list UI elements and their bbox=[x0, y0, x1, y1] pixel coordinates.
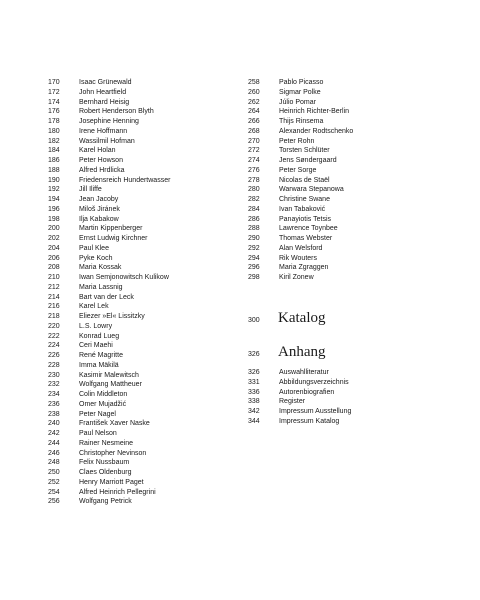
toc-entry-page: 342 bbox=[248, 408, 260, 415]
section-anhang-title: Anhang bbox=[278, 344, 326, 360]
toc-entry-name: Jill Iliffe bbox=[79, 186, 102, 194]
toc-entry-page: 190 bbox=[48, 176, 60, 184]
toc-entry-page: 176 bbox=[48, 108, 60, 116]
toc-entry-page: 214 bbox=[48, 293, 60, 301]
toc-entry bbox=[48, 302, 170, 312]
toc-entry-name: Autorenbiografien bbox=[279, 388, 335, 396]
toc-entry-page: 204 bbox=[48, 244, 60, 252]
toc-entry-page: 172 bbox=[48, 88, 60, 96]
section-anhang bbox=[248, 345, 326, 360]
toc-entry-page: 232 bbox=[48, 381, 60, 389]
toc-entry-name: Christine Swane bbox=[279, 196, 330, 203]
toc-entry bbox=[248, 417, 351, 427]
toc-entry bbox=[48, 234, 170, 244]
toc-entry bbox=[48, 361, 170, 371]
toc-entry bbox=[48, 419, 170, 429]
toc-entry bbox=[48, 244, 170, 254]
toc-entry-name: Thijs Rinsema bbox=[279, 118, 324, 125]
toc-entry bbox=[48, 205, 170, 215]
toc-entry bbox=[248, 215, 353, 225]
toc-entry-page: 170 bbox=[48, 79, 60, 86]
toc-entry-name: Alexander Rodtschenko bbox=[279, 127, 354, 135]
toc-entry-page: 252 bbox=[48, 478, 60, 486]
toc-entry bbox=[248, 244, 353, 254]
toc-entry-page: 218 bbox=[48, 313, 60, 320]
toc-entry-name: Ceri Maehi bbox=[79, 342, 113, 350]
toc-entry-page: 212 bbox=[48, 283, 60, 291]
toc-entry bbox=[48, 293, 170, 303]
toc-entry-name: Alan Welsford bbox=[279, 244, 323, 252]
toc-entry-page: 216 bbox=[48, 303, 60, 311]
toc-entry-page: 178 bbox=[48, 118, 60, 125]
toc-entry-name: Ivan Tabaković bbox=[279, 205, 326, 213]
toc-entry-page: 294 bbox=[248, 254, 260, 262]
toc-entry-page: 272 bbox=[248, 147, 260, 155]
toc-entry bbox=[248, 263, 353, 273]
toc-entry-page: 344 bbox=[248, 417, 260, 425]
toc-entry-page: 192 bbox=[48, 186, 60, 194]
toc-entry-name: Wolfgang Petrick bbox=[79, 498, 132, 506]
toc-entry bbox=[248, 273, 353, 283]
toc-entry-name: Bart van der Leck bbox=[79, 293, 134, 301]
section-anhang-page: 326 bbox=[248, 351, 260, 358]
toc-entry-page: 182 bbox=[48, 137, 60, 145]
toc-entry bbox=[48, 117, 170, 127]
toc-entry-page: 226 bbox=[48, 352, 60, 359]
toc-entry-page: 224 bbox=[48, 342, 60, 350]
toc-entry bbox=[248, 107, 353, 117]
toc-entry-page: 180 bbox=[48, 127, 60, 135]
toc-entry bbox=[48, 410, 170, 420]
toc-entry-page: 184 bbox=[48, 147, 60, 155]
toc-entry-page: 250 bbox=[48, 469, 60, 476]
toc-entry-name: Miloš Jiránek bbox=[79, 205, 120, 213]
toc-entry-page: 230 bbox=[48, 371, 60, 379]
toc-entry bbox=[48, 215, 170, 225]
toc-entry-name: Peter Sorge bbox=[279, 166, 317, 174]
toc-entry bbox=[48, 497, 170, 507]
toc-entry bbox=[48, 283, 170, 293]
toc-entry-page: 282 bbox=[248, 196, 260, 203]
toc-entry bbox=[48, 371, 170, 381]
toc-entry-name: Thomas Webster bbox=[279, 235, 333, 242]
toc-entry bbox=[48, 146, 170, 156]
section-katalog-title: Katalog bbox=[278, 310, 326, 326]
toc-entry-page: 240 bbox=[48, 420, 60, 428]
toc-entry bbox=[48, 78, 170, 88]
toc-entry-name: Paul Klee bbox=[79, 244, 109, 252]
toc-entry-name: Karel Lek bbox=[79, 303, 109, 311]
toc-entry bbox=[48, 263, 170, 273]
toc-entry bbox=[248, 176, 353, 186]
toc-entry-name: Paul Nelson bbox=[79, 430, 117, 437]
toc-entry-page: 274 bbox=[248, 157, 260, 164]
toc-entry bbox=[48, 322, 170, 332]
toc-entry-page: 290 bbox=[248, 235, 260, 242]
toc-entry-page: 196 bbox=[48, 205, 60, 213]
toc-entry-page: 208 bbox=[48, 264, 60, 272]
toc-entry bbox=[248, 98, 353, 108]
toc-entry-page: 292 bbox=[248, 244, 260, 252]
toc-entry-name: Iwan Semjonowitsch Kulikow bbox=[79, 274, 169, 281]
toc-entry-name: Robert Henderson Blyth bbox=[79, 108, 154, 116]
toc-entry bbox=[248, 234, 353, 244]
toc-entry-name: Impressum Ausstellung bbox=[279, 408, 352, 415]
toc-entry-page: 174 bbox=[48, 98, 60, 106]
toc-entry-page: 266 bbox=[248, 118, 260, 125]
toc-entry bbox=[248, 78, 353, 88]
toc-entry-page: 244 bbox=[48, 439, 60, 447]
toc-entry bbox=[48, 458, 170, 468]
toc-entry bbox=[48, 390, 170, 400]
toc-entry bbox=[248, 117, 353, 127]
toc-entry bbox=[48, 176, 170, 186]
toc-entry-name: Register bbox=[279, 398, 306, 406]
toc-entry-name: Irene Hoffmann bbox=[79, 127, 128, 135]
toc-entry-page: 198 bbox=[48, 215, 60, 223]
toc-entry bbox=[48, 449, 170, 459]
toc-entry-name: Imma Mäkilä bbox=[79, 361, 119, 369]
toc-entry-name: Torsten Schlüter bbox=[279, 147, 330, 155]
section-katalog-page: 300 bbox=[248, 317, 260, 324]
toc-entry-page: 278 bbox=[248, 176, 260, 184]
toc-entry-name: Bernhard Heisig bbox=[79, 98, 130, 106]
toc-entry-name: Felix Nussbaum bbox=[79, 459, 130, 467]
toc-entry-name: Abbildungsverzeichnis bbox=[279, 378, 349, 386]
toc-entry-name: L.S. Lowry bbox=[79, 322, 113, 330]
toc-entry-name: Peter Howson bbox=[79, 157, 123, 164]
toc-entry-name: Kiril Zonew bbox=[279, 274, 314, 281]
toc-entry-name: Wassilmil Hofman bbox=[79, 137, 135, 145]
toc-entry-name: Martin Kippenberger bbox=[79, 225, 143, 233]
toc-entry-name: Auswahlliteratur bbox=[279, 369, 329, 376]
toc-entry-page: 264 bbox=[248, 108, 260, 116]
toc-entry-name: Wolfgang Mattheuer bbox=[79, 381, 142, 389]
toc-entry-name: Colin Middleton bbox=[79, 391, 128, 398]
toc-entry-page: 236 bbox=[48, 400, 60, 408]
toc-entry-page: 238 bbox=[48, 410, 60, 418]
anhang-entries bbox=[248, 368, 351, 427]
toc-entry-page: 288 bbox=[248, 225, 260, 233]
toc-entry-page: 222 bbox=[48, 332, 60, 340]
toc-entry bbox=[48, 107, 170, 117]
toc-entry-name: Claes Oldenburg bbox=[79, 469, 132, 476]
toc-entry-page: 186 bbox=[48, 157, 60, 164]
toc-entry bbox=[248, 88, 353, 98]
toc-entry-name: Isaac Grünewald bbox=[79, 79, 132, 86]
toc-entry-page: 234 bbox=[48, 391, 60, 398]
toc-entry-page: 331 bbox=[248, 378, 260, 386]
toc-entry-name: Ilja Kabakow bbox=[79, 215, 119, 223]
toc-entry bbox=[48, 224, 170, 234]
toc-entry-page: 206 bbox=[48, 254, 60, 262]
toc-entry-name: Henry Marriott Paget bbox=[79, 478, 144, 486]
toc-entry-page: 256 bbox=[48, 498, 60, 506]
toc-entry-name: Sigmar Polke bbox=[279, 88, 321, 96]
toc-entry bbox=[48, 273, 170, 283]
toc-entry bbox=[48, 312, 170, 322]
toc-entry bbox=[48, 400, 170, 410]
toc-entry-name: Konrad Lueg bbox=[79, 332, 120, 340]
toc-right-column bbox=[248, 78, 353, 283]
toc-entry-name: Impressum Katalog bbox=[279, 417, 340, 425]
toc-entry-page: 298 bbox=[248, 274, 260, 281]
toc-entry-page: 284 bbox=[248, 205, 260, 213]
toc-entry-name: Pyke Koch bbox=[79, 254, 113, 262]
toc-entry-name: John Heartfield bbox=[79, 88, 127, 96]
toc-entry-name: Kasimir Malewitsch bbox=[79, 371, 139, 379]
toc-entry-name: Karel Holan bbox=[79, 147, 116, 155]
toc-entry-name: Friedensreich Hundertwasser bbox=[79, 176, 171, 184]
toc-entry bbox=[48, 429, 170, 439]
section-katalog bbox=[248, 311, 325, 326]
toc-entry bbox=[48, 137, 170, 147]
toc-entry bbox=[248, 407, 351, 417]
toc-entry-page: 296 bbox=[248, 264, 260, 272]
toc-entry-page: 268 bbox=[248, 127, 260, 135]
toc-entry bbox=[48, 127, 170, 137]
toc-entry-page: 248 bbox=[48, 459, 60, 467]
toc-entry bbox=[48, 478, 170, 488]
toc-entry-name: Omer Mujadžić bbox=[79, 400, 127, 408]
toc-entry bbox=[48, 254, 170, 264]
toc-entry bbox=[48, 185, 170, 195]
toc-entry-name: Rainer Nesmeine bbox=[79, 439, 134, 447]
toc-left-column bbox=[48, 78, 170, 507]
toc-entry-page: 260 bbox=[248, 88, 260, 96]
toc-entry bbox=[48, 98, 170, 108]
toc-entry-name: Maria Lassnig bbox=[79, 283, 123, 291]
toc-entry-name: Eliezer »El« Lissitzky bbox=[79, 313, 145, 320]
toc-entry bbox=[248, 205, 353, 215]
toc-entry bbox=[248, 368, 351, 378]
toc-entry-page: 270 bbox=[248, 137, 260, 145]
toc-entry bbox=[248, 388, 351, 398]
toc-entry-name: Nicolas de Staël bbox=[279, 176, 330, 184]
toc-entry-name: Maria Kossak bbox=[79, 264, 122, 272]
toc-entry bbox=[48, 488, 170, 498]
toc-entry bbox=[248, 397, 351, 407]
toc-entry-name: Lawrence Toynbee bbox=[279, 225, 338, 233]
toc-entry-page: 210 bbox=[48, 274, 60, 281]
toc-entry-name: Alfred Heinrich Pellegrini bbox=[79, 488, 156, 496]
toc-entry-name: Alfred Hrdlicka bbox=[79, 166, 125, 174]
toc-entry-page: 338 bbox=[248, 398, 260, 406]
toc-entry bbox=[248, 146, 353, 156]
toc-entry bbox=[248, 185, 353, 195]
toc-entry bbox=[48, 166, 170, 176]
toc-entry-name: Jens Søndergaard bbox=[279, 157, 337, 164]
toc-entry-name: František Xaver Naske bbox=[79, 420, 150, 428]
toc-entry bbox=[48, 468, 170, 478]
toc-entry-page: 336 bbox=[248, 388, 260, 396]
toc-entry-page: 280 bbox=[248, 186, 260, 194]
toc-entry bbox=[48, 341, 170, 351]
toc-entry-name: Josephine Henning bbox=[79, 118, 139, 125]
toc-entry-page: 194 bbox=[48, 196, 60, 203]
toc-entry-name: Júlio Pomar bbox=[279, 98, 316, 106]
toc-entry bbox=[248, 254, 353, 264]
toc-entry-page: 246 bbox=[48, 449, 60, 457]
toc-entry bbox=[48, 156, 170, 166]
toc-entry bbox=[48, 195, 170, 205]
toc-entry bbox=[248, 156, 353, 166]
toc-entry-name: Peter Rohn bbox=[279, 137, 315, 145]
toc-entry-name: Maria Zgraggen bbox=[279, 264, 329, 272]
toc-entry bbox=[248, 127, 353, 137]
toc-entry bbox=[248, 195, 353, 205]
toc-entry bbox=[248, 224, 353, 234]
toc-entry bbox=[48, 351, 170, 361]
toc-entry-name: Heinrich Richter-Berlin bbox=[279, 108, 350, 116]
toc-entry-page: 188 bbox=[48, 166, 60, 174]
toc-entry-name: Christopher Nevinson bbox=[79, 449, 147, 457]
toc-entry bbox=[48, 439, 170, 449]
toc-entry-page: 262 bbox=[248, 98, 260, 106]
toc-entry-page: 242 bbox=[48, 430, 60, 437]
toc-entry-page: 326 bbox=[248, 369, 260, 376]
toc-entry-page: 258 bbox=[248, 79, 260, 86]
toc-entry bbox=[48, 88, 170, 98]
toc-entry-page: 228 bbox=[48, 361, 60, 369]
toc-entry-page: 202 bbox=[48, 235, 60, 242]
toc-entry-name: René Magritte bbox=[79, 352, 123, 359]
toc-entry-name: Pablo Picasso bbox=[279, 79, 324, 86]
toc-entry-page: 200 bbox=[48, 225, 60, 233]
toc-entry-page: 254 bbox=[48, 488, 60, 496]
toc-entry bbox=[248, 166, 353, 176]
toc-entry bbox=[248, 378, 351, 388]
toc-entry-page: 276 bbox=[248, 166, 260, 174]
toc-entry-page: 220 bbox=[48, 322, 60, 330]
toc-entry-page: 286 bbox=[248, 215, 260, 223]
toc-entry bbox=[48, 380, 170, 390]
toc-entry-name: Warwara Stepanowa bbox=[279, 186, 344, 194]
toc-entry-name: Peter Nagel bbox=[79, 410, 116, 418]
toc-entry-name: Jean Jacoby bbox=[79, 196, 119, 203]
toc-entry bbox=[48, 332, 170, 342]
toc-entry-name: Panayiotis Tetsis bbox=[279, 215, 332, 223]
toc-entry bbox=[248, 137, 353, 147]
toc-entry-name: Rik Wouters bbox=[279, 254, 317, 262]
toc-entry-name: Ernst Ludwig Kirchner bbox=[79, 235, 148, 242]
